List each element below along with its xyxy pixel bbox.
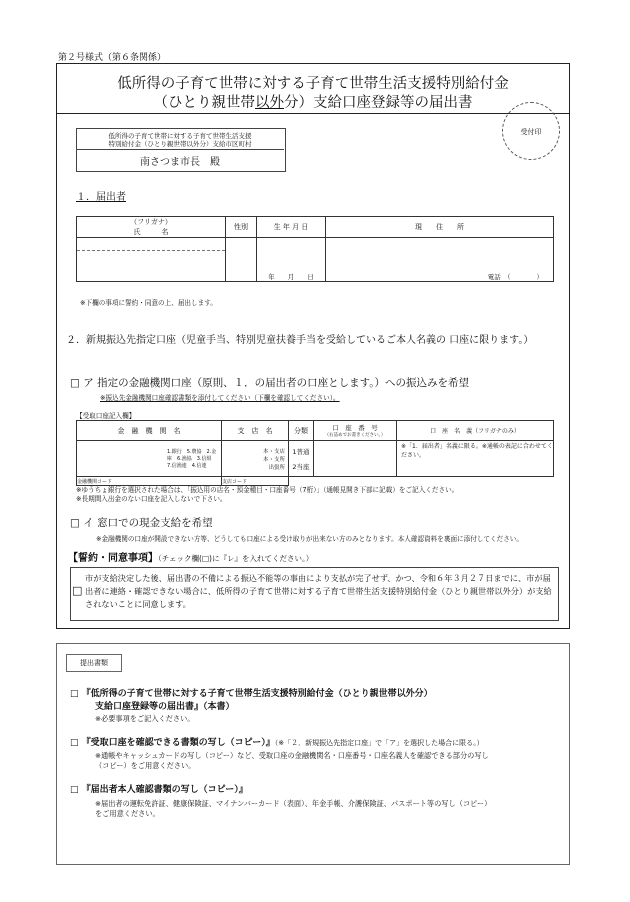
birthdate-field[interactable]: 年 月 日 — [257, 238, 326, 282]
doc-item-3-note2: をご用意ください。 — [95, 809, 160, 818]
pledge-text: 市が支給決定した後、届出書の不備による振込不能等の事由により支払が完了せず、かつ、令和６年３月２７日までに、市が届出者に連絡・確認できない場合に、低所得の子育て世帯に対する子育て世帯生活支援特別給付金（ひとり親世帯以外分）が支給されないことに同意します。 — [85, 573, 552, 609]
account-holder-header: 口 座 名 義（フリガナのみ） — [397, 421, 554, 441]
account-type-field[interactable]: 1普通 2当座 — [289, 441, 314, 477]
bank-name-field[interactable]: 1.銀行 5.農協 2.金庫 6.漁協 3.信組 7.信漁連 4.信連 — [77, 441, 222, 477]
addressee-line1: 低所得の子育て世帯に対する子育て世帯生活支援 — [108, 132, 252, 140]
account-number-header: 口 座 番 号 （右詰めでお書きください。） — [314, 421, 397, 441]
doc-item-1-line2: 支給口座登録等の届出書』（本書） — [95, 702, 235, 712]
furigana-header: （フリガナ） 氏 名 — [77, 217, 226, 238]
option-a[interactable]: □ ア 指定の金融機関口座（原則、１．の届出者の口座とします。）への振込みを希望 — [70, 377, 470, 389]
pledge-title: 【誓約・同意事項】（チェック欄(□)に『レ』を入れてください。） — [68, 553, 314, 564]
doc-item-2[interactable]: □ 『受取口座を確認できる書類の写し（コピー）』（※「２．新規振込先指定口座」で「ア」を選択した場合に限る。） — [70, 738, 484, 748]
title-underlined-word: 以外 — [255, 95, 284, 111]
branch-name-field[interactable]: 本・支店 本・支所 出張所 — [222, 441, 289, 477]
addressee-line2: 特別給付金（ひとり親世帯以外分）支給市区町村 — [108, 140, 252, 148]
account-number-field[interactable] — [314, 441, 397, 477]
account-holder-field[interactable]: ※「1．届出者」名義に限る。※通帳の表記に合わせてください。 — [397, 441, 554, 477]
doc-item-2-note2: （コピー）をご用意ください。 — [95, 761, 196, 770]
address-field[interactable]: 電話 （ ） — [326, 238, 554, 282]
option-i-note: ※金融機関の口座が開設できない方等、どうしても口座による受け取りが出来ない方のみとなります。本人確認資料を裏面に添付してください。 — [96, 535, 523, 543]
form-title-line1: 低所得の子育て世帯に対する子育て世帯生活支援特別給付金 — [117, 76, 509, 92]
documents-label: 提出書類 — [66, 654, 122, 672]
form-title-line2: （ひとり親世帯以外分）支給口座登録等の届出書 — [153, 95, 473, 111]
dormant-account-note: ※長期間入出金のない口座を記入しないで下さい。 — [76, 495, 227, 503]
doc-item-2-note: ※通帳やキャッシュカードの写し（コピー）など、受取口座の金融機関名・口座番号・口座名義人を確認できる部分の写し — [95, 751, 489, 760]
doc-item-3[interactable]: □ 『届出者本人確認書類の写し（コピー）』 — [70, 785, 248, 795]
doc-item-1[interactable]: □ 『低所得の子育て世帯に対する子育て世帯生活支援特別給付金（ひとり親世帯以外分） — [70, 689, 433, 699]
sex-field[interactable] — [226, 238, 257, 282]
receipt-label: 【受取口座記入欄】 — [76, 412, 136, 420]
bank-code-field[interactable]: 金融機関コード — [77, 477, 222, 486]
reception-stamp-area: 受付印 — [502, 102, 560, 160]
addressee-divider — [76, 149, 284, 150]
form-number: 第２号様式（第６条関係） — [58, 53, 167, 63]
section2-title: ２．新規振込先指定口座（児童手当、特別児童扶養手当を受給しているご本人名義の 口座に限ります。） — [66, 335, 534, 346]
option-i[interactable]: □ イ 窓口での現金支給を希望 — [70, 517, 213, 529]
doc-item-3-note: ※届出者の運転免許証、健康保険証、マイナンバーカード（表面）、年金手帳、介護保険証、パスポート等の写し（コピー） — [95, 799, 492, 808]
pledge-checkbox[interactable]: □ — [72, 584, 83, 597]
option-a-note: ※振込先金融機関口座確認書類を添付してください（下欄を確認してください）。 — [100, 394, 340, 402]
sex-header: 性別 — [226, 217, 257, 238]
addressee-name: 南さつま市長 殿 — [140, 157, 220, 168]
section1-note: ※下欄の事項に誓約・同意の上、届出します。 — [80, 299, 217, 307]
doc-item-1-note: ※必要事項をご記入ください。 — [95, 714, 195, 723]
address-header: 現 住 所 — [326, 217, 554, 238]
title-divider — [56, 113, 570, 114]
birthdate-header: 生 年 月 日 — [257, 217, 326, 238]
applicant-table — [76, 216, 554, 282]
section1-title: １．届出者 — [76, 192, 126, 203]
branch-code-field[interactable]: 支店コード — [222, 477, 289, 486]
account-type-header: 分類 — [289, 421, 314, 441]
bank-name-header: 金 融 機 関 名 — [77, 421, 222, 441]
yucho-note: ※ゆうちょ銀行を選択された場合は、「振込用の店名・預金種目・口座番号（7桁）」（通帳見開き下部に記載）をご記入ください。 — [76, 486, 459, 494]
branch-name-header: 支 店 名 — [222, 421, 289, 441]
name-field[interactable] — [77, 238, 226, 282]
account-table — [76, 420, 554, 486]
